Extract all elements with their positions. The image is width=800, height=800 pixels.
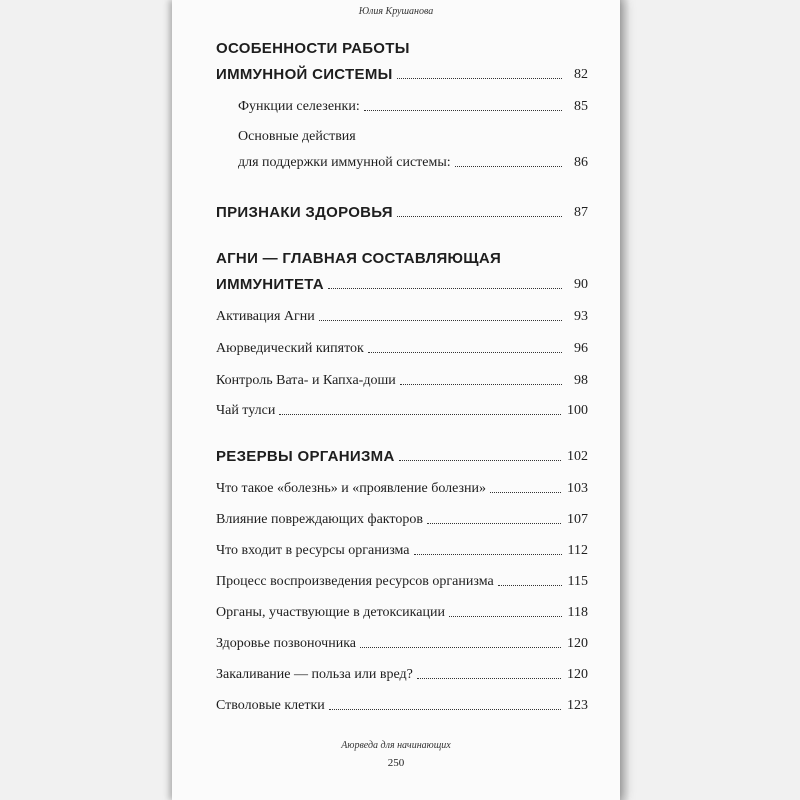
toc-item-title: Закаливание — польза или вред? <box>216 667 413 682</box>
toc-section-3-title-line2: ИММУНИТЕТА <box>216 276 324 293</box>
dot-leader <box>490 491 561 493</box>
table-of-contents <box>172 0 620 800</box>
toc-item-title: Контроль Вата- и Капха-доши <box>216 373 396 388</box>
toc-item-page: 120 <box>567 636 588 651</box>
running-foot-book-title: Аюрведа для начинающих <box>341 740 451 751</box>
toc-item-page: 120 <box>567 667 588 682</box>
toc-item-row <box>216 370 588 390</box>
toc-item-page: 100 <box>567 403 588 418</box>
dot-leader <box>455 165 562 167</box>
toc-section-2-title: ПРИЗНАКИ ЗДОРОВЬЯ <box>216 204 393 221</box>
toc-section-2-row <box>216 202 588 222</box>
toc-item-title: Активация Агни <box>216 309 315 324</box>
dot-leader <box>414 553 562 555</box>
toc-item-title-line1: Основные действия <box>238 129 356 144</box>
toc-item-title: Чай тулси <box>216 403 276 418</box>
toc-section-4-page: 102 <box>567 449 588 464</box>
toc-item-row <box>216 695 588 715</box>
book-page <box>172 0 620 800</box>
toc-section-3-row <box>216 274 588 294</box>
running-head-author: Юлия Крушанова <box>358 6 434 17</box>
dot-leader <box>399 459 561 461</box>
dot-leader <box>427 522 561 524</box>
toc-item-row <box>238 152 588 172</box>
toc-item-row <box>216 338 588 358</box>
toc-item-page: 85 <box>574 99 588 114</box>
toc-item-title: Что входит в ресурсы организма <box>216 543 410 558</box>
toc-item-title: Влияние повреждающих факторов <box>216 512 423 527</box>
dot-leader <box>368 351 562 353</box>
toc-item-page: 98 <box>574 373 588 388</box>
toc-item-title: Аюрведический кипяток <box>216 341 364 356</box>
toc-item-page: 118 <box>567 605 588 620</box>
toc-item-title: Стволовые клетки <box>216 698 325 713</box>
toc-item-row <box>216 540 588 560</box>
dot-leader <box>279 413 561 415</box>
toc-item-page: 103 <box>567 481 588 496</box>
toc-item-row <box>238 96 588 116</box>
toc-item-page: 86 <box>574 155 588 170</box>
toc-section-1-title-line1: ОСОБЕННОСТИ РАБОТЫ <box>216 40 410 57</box>
dot-leader <box>449 615 562 617</box>
toc-item-title: Органы, участвующие в детоксикации <box>216 605 445 620</box>
toc-item-title: Что такое «болезнь» и «проявление болезни» <box>216 481 487 496</box>
toc-item-title: Функции селезенки: <box>238 99 360 114</box>
toc-section-3-title-line1: АГНИ — ГЛАВНАЯ СОСТАВЛЯЮЩАЯ <box>216 250 502 267</box>
toc-item-title-line2: для поддержки иммунной системы: <box>238 155 451 170</box>
dot-leader <box>417 677 561 679</box>
toc-section-1-page: 82 <box>574 67 588 82</box>
toc-item-page: 112 <box>567 543 588 558</box>
toc-item-row <box>216 664 588 684</box>
toc-section-2-page: 87 <box>574 205 588 220</box>
dot-leader <box>397 215 562 217</box>
page-number: 250 <box>387 757 405 769</box>
toc-section-3-page: 90 <box>574 277 588 292</box>
dot-leader <box>498 584 562 586</box>
dot-leader <box>328 287 562 289</box>
toc-item-row <box>216 633 588 653</box>
toc-item-row <box>216 478 588 498</box>
dot-leader <box>319 319 562 321</box>
toc-section-4-title: РЕЗЕРВЫ ОРГАНИЗМА <box>216 448 395 465</box>
dot-leader <box>364 109 562 111</box>
toc-item-page: 115 <box>567 574 588 589</box>
toc-item-row <box>216 602 588 622</box>
toc-section-4-row <box>216 446 588 466</box>
dot-leader <box>400 383 562 385</box>
toc-item-row <box>216 306 588 326</box>
dot-leader <box>329 708 561 710</box>
toc-item-row <box>216 571 588 591</box>
toc-item-page: 96 <box>574 341 588 356</box>
toc-section-1-title-line2: ИММУННОЙ СИСТЕМЫ <box>216 66 393 83</box>
dot-leader <box>360 646 561 648</box>
toc-item-page: 123 <box>567 698 588 713</box>
toc-item-title: Процесс воспроизведения ресурсов организма <box>216 574 494 589</box>
dot-leader <box>397 77 562 79</box>
toc-item-page: 93 <box>574 309 588 324</box>
toc-item-row <box>216 509 588 529</box>
toc-item-row <box>216 400 588 420</box>
toc-section-1-row <box>216 64 588 84</box>
toc-item-title: Здоровье позвоночника <box>216 636 356 651</box>
toc-item-page: 107 <box>567 512 588 527</box>
